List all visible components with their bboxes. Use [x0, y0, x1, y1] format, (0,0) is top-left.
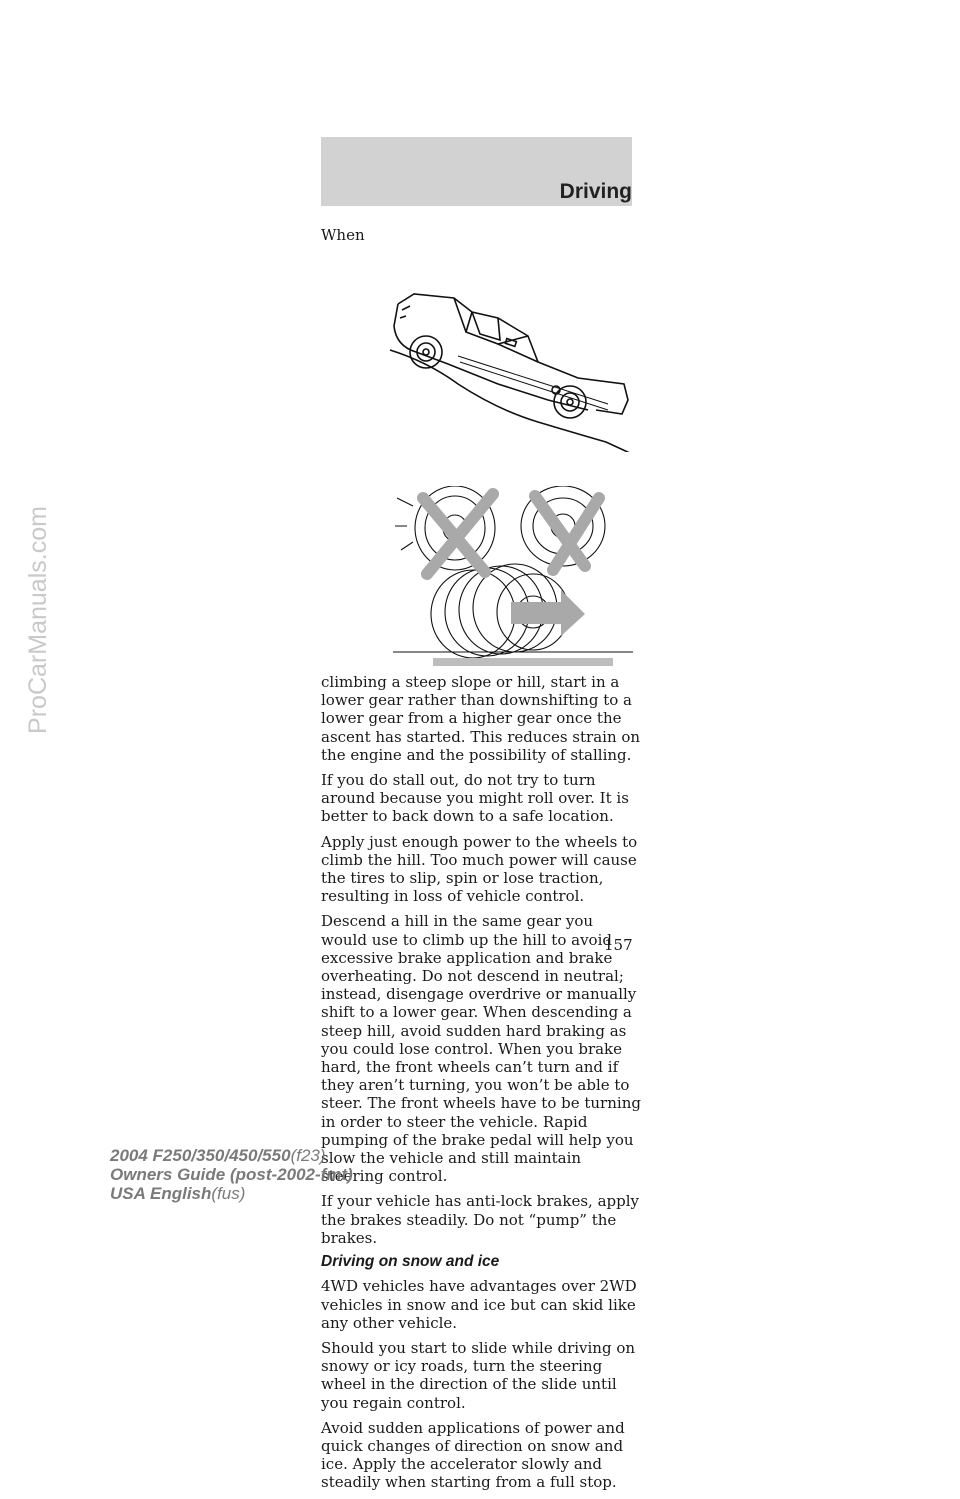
- footer-language: USA English: [110, 1184, 212, 1203]
- footer: [110, 1146, 353, 1203]
- paragraph-slide: Should you start to slide while driving on snowy or icy roads, turn the steering wheel in the direction of the slide until you regain control.: [321, 1338, 636, 1412]
- paragraph-climb: When climbing a steep slope or hill, start in a lower gear rather than downshifting to a lower gear from a higher gear once the ascent has started. This reduces strain on the engine and the possibility of stalling.: [321, 226, 641, 764]
- footer-model: 2004 F250/350/450/550: [110, 1146, 291, 1165]
- footer-line-3: [110, 1184, 353, 1203]
- tires-skidding-illustration: [393, 486, 633, 672]
- page-number: 157: [604, 936, 633, 954]
- slide-direction-arrow: [511, 590, 585, 636]
- truck-climbing-hill-illustration: [388, 292, 632, 452]
- paragraph-descend: Descend a hill in the same gear you would use to climb up the hill to avoid excessive brake application and brake overheating. Do not descend in neutral; instead, disengage overdrive or manually shift to a lower gear. When descending a steep hill, avoid sudden hard braking as you could lose control. When you brake hard, the front wheels can’t turn and if they aren’t turning, you won’t be able to steer. The front wheels have to be turning in order to steer the vehicle. Rapid pumping of the brake pedal will help you slow the vehicle and still maintain steering control.: [321, 912, 641, 1186]
- footer-guide: Owners Guide (post-2002-fmt): [110, 1165, 353, 1184]
- subheading-snow-ice: Driving on snow and ice: [321, 1253, 500, 1271]
- footer-line-1: [110, 1146, 353, 1165]
- footer-model-code: (f23): [290, 1146, 326, 1165]
- paragraph-avoid: Avoid sudden applications of power and quick changes of direction on snow and ice. Apply the accelerator slowly and steadily when starting from a full stop.: [321, 1418, 625, 1492]
- paragraph-abs: If your vehicle has anti-lock brakes, apply the brakes steadily. Do not “pump” the brakes.: [321, 1192, 639, 1247]
- section-title: Driving: [559, 180, 632, 203]
- paragraph-stall: If you do stall out, do not try to turn around because you might roll over. It is better to back down to a safe location.: [321, 771, 629, 826]
- paragraph-4wd: 4WD vehicles have advantages over 2WD vehicles in snow and ice but can skid like any other vehicle.: [321, 1277, 637, 1332]
- footer-language-code: (fus): [211, 1184, 246, 1203]
- paragraph-power: Apply just enough power to the wheels to climb the hill. Too much power will cause the tires to slip, spin or lose traction, resulting in loss of vehicle control.: [321, 832, 638, 906]
- watermark: [24, 506, 58, 734]
- watermark-text: ProCarManuals.com: [24, 506, 52, 734]
- footer-line-2: [110, 1165, 353, 1184]
